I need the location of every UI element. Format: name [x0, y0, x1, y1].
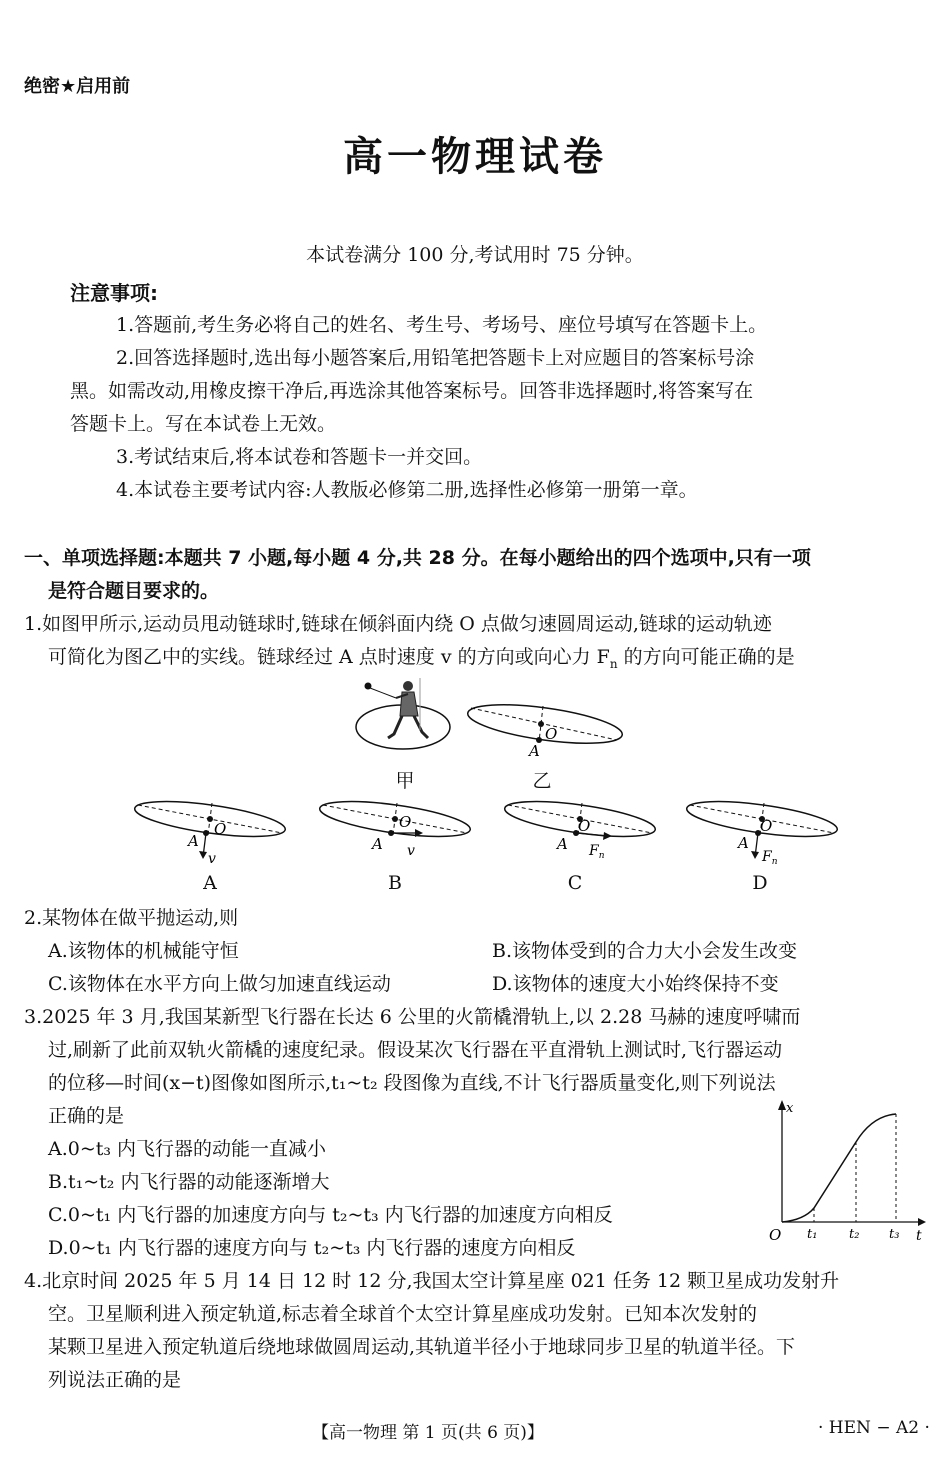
graph-x-axis-label: t — [916, 1228, 922, 1244]
notice-line-1: 1.答题前,考生务必将自己的姓名、考生号、考场号、座位号填写在答题卡上。 — [116, 314, 768, 336]
option-d-label: D — [752, 872, 768, 894]
q2-stem: 2.某物体在做平抛运动,则 — [24, 907, 239, 929]
q3-option-d: D.0~t₁ 内飞行器的速度方向与 t₂~t₃ 内飞行器的速度方向相反 — [48, 1237, 576, 1259]
figure-jia-label: 甲 — [395, 770, 415, 792]
option-a-point-a: A — [188, 832, 199, 850]
footer-code: · HEN − A2 · — [818, 1418, 930, 1438]
q2-option-c: C.该物体在水平方向上做匀加速直线运动 — [48, 973, 391, 995]
option-c-point-o: O — [578, 817, 591, 835]
option-b-diagram — [315, 793, 475, 868]
option-b-point-a: A — [372, 835, 383, 853]
figure-yi-point-a: A — [529, 742, 540, 760]
footer-page-info: 【高一物理 第 1 页(共 6 页)】 — [312, 1423, 544, 1443]
option-a-point-o: O — [214, 820, 227, 838]
notice-line-2: 2.回答选择题时,选出每小题答案后,用铅笔把答题卡上对应题目的答案标号涂 — [116, 347, 755, 369]
graph-t3-label: t₃ — [889, 1227, 900, 1242]
option-a-v-label: v — [208, 851, 216, 867]
figure-yi-ellipse — [465, 692, 625, 762]
q4-stem-line-3: 某颗卫星进入预定轨道后绕地球做圆周运动,其轨道半径小于地球同步卫星的轨道半径。下 — [48, 1336, 796, 1358]
option-c-label: C — [567, 872, 583, 894]
section-heading-line-2: 是符合题目要求的。 — [48, 580, 220, 602]
notice-line-4: 答题卡上。写在本试卷上无效。 — [70, 413, 337, 435]
option-c-point-a: A — [557, 835, 568, 853]
section-heading-line-1: 一、单项选择题:本题共 7 小题,每小题 4 分,共 28 分。在每小题给出的四个选项中,只有一项 — [24, 547, 811, 569]
q4-stem-line-4: 列说法正确的是 — [48, 1369, 182, 1391]
q1-stem-line-2: 可简化为图乙中的实线。链球经过 A 点时速度 v 的方向或向心力 $F_n$ 的方向可能正确的是 — [48, 646, 795, 671]
option-d-f-label: $F_n$ — [762, 849, 778, 867]
q1-stem-line-1: 1.如图甲所示,运动员甩动链球时,链球在倾斜面内绕 O 点做匀速圆周运动,链球的运动轨迹 — [24, 613, 772, 635]
graph-y-axis-label: x — [786, 1101, 794, 1116]
exam-info: 本试卷满分 100 分,考试用时 75 分钟。 — [306, 244, 644, 266]
q3-option-c: C.0~t₁ 内飞行器的加速度方向与 t₂~t₃ 内飞行器的加速度方向相反 — [48, 1204, 613, 1226]
q3-option-b: B.t₁~t₂ 内飞行器的动能逐渐增大 — [48, 1171, 330, 1193]
option-b-v-label: v — [407, 843, 415, 859]
page-title: 高一物理试卷 — [343, 134, 607, 180]
q3-option-a: A.0~t₃ 内飞行器的动能一直减小 — [48, 1138, 327, 1160]
q3-stem-line-1: 3.2025 年 3 月,我国某新型飞行器在长达 6 公里的火箭橇滑轨上,以 2.28 马赫的速度呼啸而 — [24, 1006, 801, 1028]
option-d-point-o: O — [760, 817, 773, 835]
figure-yi-label: 乙 — [532, 770, 552, 792]
option-d-diagram — [682, 793, 842, 868]
q3-stem-line-3: 的位移—时间(x−t)图像如图所示,t₁~t₂ 段图像为直线,不计飞行器质量变化,则下列说法 — [48, 1072, 776, 1094]
notice-line-5: 3.考试结束后,将本试卷和答题卡一并交回。 — [116, 446, 483, 468]
notice-line-3: 黑。如需改动,用橡皮擦干净后,再选涂其他答案标号。回答非选择题时,将答案写在 — [70, 380, 754, 402]
option-d-point-a: A — [738, 834, 749, 852]
option-c-diagram — [500, 793, 660, 868]
figure-jia-athlete — [350, 672, 460, 772]
q4-stem-line-1: 4.北京时间 2025 年 5 月 14 日 12 时 12 分,我国太空计算星座 021 任务 12 颗卫星成功发射升 — [24, 1270, 840, 1292]
q3-stem-line-2: 过,刷新了此前双轨火箭橇的速度纪录。假设某次飞行器在平直滑轨上测试时,飞行器运动 — [48, 1039, 783, 1061]
notice-heading: 注意事项: — [70, 281, 158, 305]
option-a-diagram — [130, 793, 290, 868]
q3-xt-graph — [764, 1096, 932, 1246]
q3-stem-line-4: 正确的是 — [48, 1105, 125, 1127]
confidential-mark: 绝密★启用前 — [24, 76, 131, 97]
option-b-point-o: O — [399, 813, 412, 831]
figure-yi-point-o: O — [545, 725, 558, 743]
q4-stem-line-2: 空。卫星顺利进入预定轨道,标志着全球首个太空计算星座成功发射。已知本次发射的 — [48, 1303, 758, 1325]
graph-t2-label: t₂ — [849, 1227, 860, 1242]
graph-origin-label: O — [769, 1226, 782, 1244]
option-a-label: A — [203, 872, 217, 894]
option-c-f-label: $F_n$ — [589, 843, 605, 861]
q2-option-a: A.该物体的机械能守恒 — [48, 940, 239, 962]
q2-option-b: B.该物体受到的合力大小会发生改变 — [492, 940, 798, 962]
notice-line-6: 4.本试卷主要考试内容:人教版必修第二册,选择性必修第一册第一章。 — [116, 479, 698, 501]
graph-t1-label: t₁ — [807, 1227, 818, 1242]
q2-option-d: D.该物体的速度大小始终保持不变 — [492, 973, 779, 995]
option-b-label: B — [388, 872, 402, 894]
